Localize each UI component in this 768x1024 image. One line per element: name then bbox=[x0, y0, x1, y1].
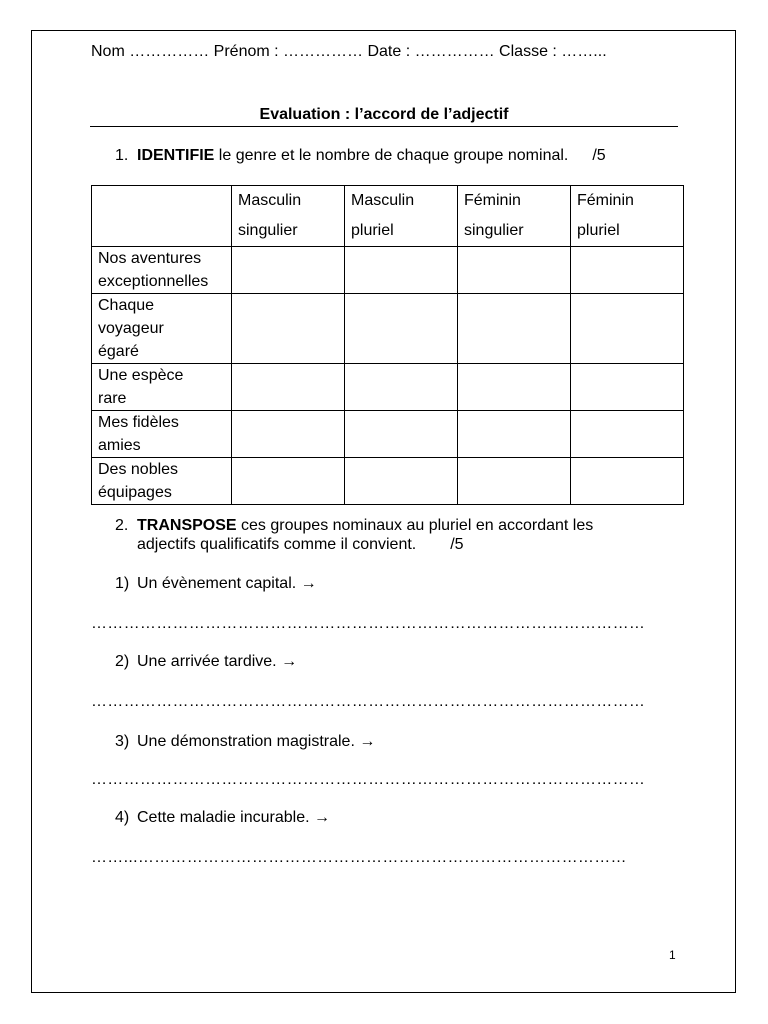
page-title: Evaluation : l’accord de l’adjectif bbox=[259, 106, 509, 123]
row-label: Des nobles équipages bbox=[92, 458, 232, 505]
exercise-item-4: 4) Cette maladie incurable. → bbox=[115, 809, 330, 826]
student-info-line: Nom …………… Prénom : …………… Date : …………… Classe : ……... bbox=[91, 43, 607, 60]
table-row bbox=[92, 247, 684, 294]
exercise-item-text: Cette maladie incurable. → bbox=[137, 809, 330, 826]
answer-cell[interactable] bbox=[458, 364, 571, 411]
answer-cell[interactable] bbox=[571, 364, 684, 411]
exercise-item-2: 2) Une arrivée tardive. → bbox=[115, 653, 298, 670]
exercise-item-1: 1) Un évènement capital. → bbox=[115, 575, 317, 592]
question-2-text-line2: adjectifs qualificatifs comme il convient. bbox=[137, 536, 417, 553]
answer-cell[interactable] bbox=[571, 458, 684, 505]
column-header: Masculin pluriel bbox=[345, 186, 458, 247]
column-header: Féminin pluriel bbox=[571, 186, 684, 247]
answer-line[interactable]: ……...……………………………………………………………………………… bbox=[91, 849, 627, 866]
column-header: Masculin singulier bbox=[232, 186, 345, 247]
answer-cell[interactable] bbox=[345, 364, 458, 411]
exercise-item-3: 3) Une démonstration magistrale. → bbox=[115, 733, 376, 750]
exercise-item-text: Une démonstration magistrale. → bbox=[137, 733, 376, 750]
answer-cell[interactable] bbox=[458, 458, 571, 505]
question-1-keyword: IDENTIFIE bbox=[137, 147, 215, 164]
table-row bbox=[92, 458, 684, 505]
exercise-item-text: Une arrivée tardive. → bbox=[137, 653, 298, 670]
answer-cell[interactable] bbox=[345, 247, 458, 294]
question-1-text: le genre et le nombre de chaque groupe nominal. bbox=[214, 147, 569, 164]
answer-cell[interactable] bbox=[232, 294, 345, 364]
question-1 bbox=[115, 147, 606, 165]
table-row bbox=[92, 364, 684, 411]
answer-cell[interactable] bbox=[571, 247, 684, 294]
row-label: Chaque voyageur égaré bbox=[92, 294, 232, 364]
answer-cell[interactable] bbox=[232, 411, 345, 458]
question-1-number: 1. bbox=[115, 147, 129, 164]
question-2-number: 2. bbox=[115, 517, 129, 534]
answer-line[interactable]: ………………………………………………………………………………………… bbox=[91, 771, 646, 788]
answer-cell[interactable] bbox=[232, 458, 345, 505]
answer-cell[interactable] bbox=[345, 294, 458, 364]
table-row bbox=[92, 411, 684, 458]
answer-cell[interactable] bbox=[458, 247, 571, 294]
table-row bbox=[92, 294, 684, 364]
answer-cell[interactable] bbox=[458, 294, 571, 364]
answer-cell[interactable] bbox=[232, 364, 345, 411]
question-1-points: /5 bbox=[592, 147, 606, 164]
answer-line[interactable]: ………………………………………………………………………………………… bbox=[91, 693, 646, 710]
answer-cell[interactable] bbox=[345, 411, 458, 458]
question-2-keyword: TRANSPOSE bbox=[137, 517, 237, 534]
row-label: Une espèce rare bbox=[92, 364, 232, 411]
answer-cell[interactable] bbox=[571, 411, 684, 458]
column-header: Féminin singulier bbox=[458, 186, 571, 247]
question-2 bbox=[115, 516, 593, 554]
row-label: Mes fidèles amies bbox=[92, 411, 232, 458]
answer-cell[interactable] bbox=[571, 294, 684, 364]
table-header-row bbox=[92, 186, 684, 247]
page-number: 1 bbox=[669, 948, 676, 962]
answer-cell[interactable] bbox=[345, 458, 458, 505]
classification-table bbox=[91, 185, 684, 505]
answer-cell[interactable] bbox=[232, 247, 345, 294]
answer-cell[interactable] bbox=[458, 411, 571, 458]
table-corner-cell bbox=[92, 186, 232, 247]
question-2-points: /5 bbox=[450, 536, 464, 553]
row-label: Nos aventures exceptionnelles bbox=[92, 247, 232, 294]
question-2-text-line1: ces groupes nominaux au pluriel en accordant les bbox=[236, 517, 594, 534]
exercise-item-text: Un évènement capital. → bbox=[137, 575, 317, 592]
title-underline bbox=[90, 126, 678, 127]
answer-line[interactable]: ………………………………………………………………………………………… bbox=[91, 615, 646, 632]
